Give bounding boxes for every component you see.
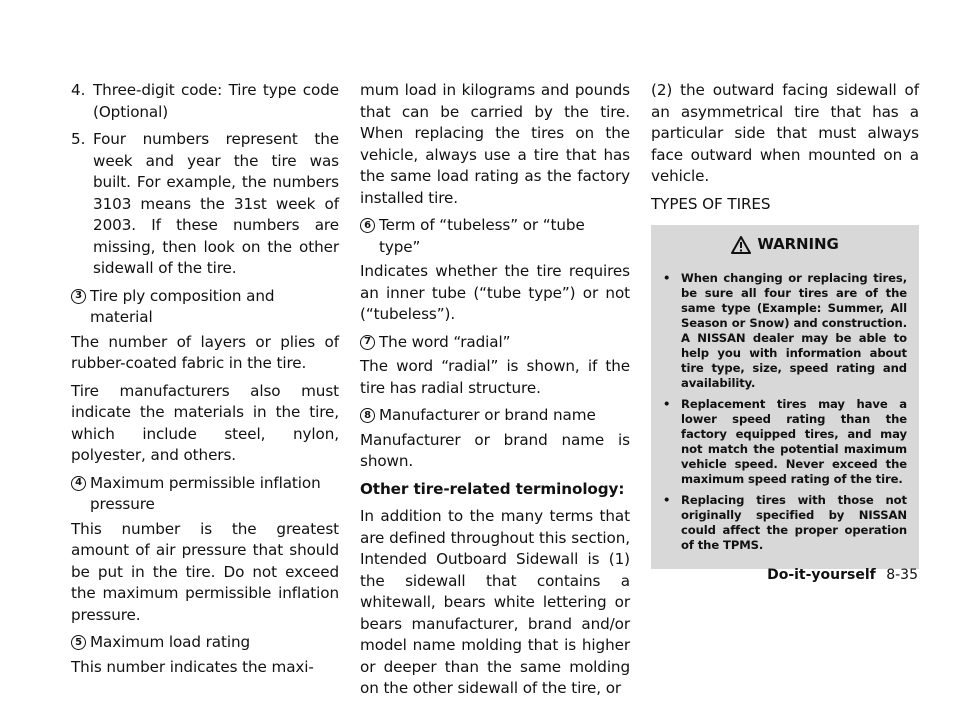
list-item-5 bbox=[71, 129, 339, 280]
page-footer bbox=[767, 567, 918, 583]
paragraph: This number indicates the maxi- bbox=[71, 657, 314, 676]
paragraph: In addition to the many terms that are defined throughout this section, Intended Outboard Sidewall is (1) the sidewall that contains a whitewall, bears white lettering or bears manufacturer, brand and/or model name molding that is higher or deeper than the same molding on the other sidewall of the tire, or bbox=[360, 507, 630, 697]
list-text: Three-digit code: Tire type code (Optional) bbox=[93, 81, 339, 121]
circled-number-icon: 7 bbox=[360, 335, 375, 350]
footer-section: Do-it-yourself bbox=[767, 567, 876, 583]
warning-text: When changing or replacing tires, be sure all four tires are of the same type (Example: Summer, All Season or Snow) and construction. A NISSAN dealer may be able to help you with information about tire type, size, speed rating and availability. bbox=[681, 271, 907, 390]
paragraph: This number is the greatest amount of air pressure that should be put in the tire. Do not exceed the maximum permissible inflation pressure. bbox=[71, 519, 339, 624]
marker-heading-4 bbox=[71, 473, 339, 516]
warning-box bbox=[651, 225, 919, 569]
paragraph: Tire manufacturers also must indicate the materials in the tire, which include steel, nylon, polyester, and others. bbox=[71, 381, 339, 464]
section-heading: TYPES OF TIRES bbox=[651, 194, 771, 213]
circled-number-icon: 5 bbox=[71, 635, 86, 650]
paragraph: Indicates whether the tire requires an inner tube (“tube type”) or not (“tubeless”). bbox=[360, 262, 630, 323]
warning-bullet bbox=[663, 493, 907, 553]
warning-triangle-icon bbox=[731, 236, 751, 254]
marker-heading-6 bbox=[360, 215, 630, 258]
list-number: 5. bbox=[71, 130, 86, 148]
paragraph: The word “radial” is shown, if the tire has radial structure. bbox=[360, 357, 630, 397]
warning-bullet bbox=[663, 397, 907, 487]
paragraph: Manufacturer or brand name is shown. bbox=[360, 430, 630, 470]
warning-text: Replacement tires may have a lower speed rating than the factory equipped tires, and may not match the potential maximum vehicle speed. Never exceed the maximum speed rating of the tire. bbox=[681, 397, 907, 486]
marker-heading-5 bbox=[71, 632, 339, 654]
bullet-icon: • bbox=[663, 493, 671, 507]
circled-number-icon: 6 bbox=[360, 218, 375, 233]
page-number: 8-35 bbox=[886, 567, 918, 583]
paragraph: The number of layers or plies of rubber-coated fabric in the tire. bbox=[71, 332, 339, 372]
warning-text: Replacing tires with those not originally specified by NISSAN could affect the proper operation of the TPMS. bbox=[681, 493, 907, 552]
column-2 bbox=[360, 80, 630, 706]
circled-number-icon: 8 bbox=[360, 408, 375, 423]
warning-header bbox=[651, 225, 919, 265]
circled-number-icon: 3 bbox=[71, 289, 86, 304]
list-number: 4. bbox=[71, 81, 86, 99]
paragraph: mum load in kilograms and pounds that can be carried by the tire. When replacing the tires on the vehicle, always use a tire that has the same load rating as the factory installed tire. bbox=[360, 81, 630, 207]
bullet-icon: • bbox=[663, 271, 671, 285]
column-3 bbox=[651, 80, 919, 569]
marker-heading-text: Manufacturer or brand name bbox=[379, 406, 596, 424]
section-subheading: Other tire-related terminology: bbox=[360, 479, 625, 498]
marker-heading-text: Maximum permissible inflation pressure bbox=[90, 473, 321, 513]
paragraph: (2) the outward facing sidewall of an asymmetrical tire that has a particular side that must always face outward when mounted on a vehicle. bbox=[651, 81, 919, 185]
warning-title: WARNING bbox=[757, 235, 839, 254]
marker-heading-text: Term of “tubeless” or “tube type” bbox=[379, 216, 585, 256]
list-text: Four numbers represent the week and year the tire was built. For example, the numbers 3103 means the 31st week of 2003. If these numbers are missing, then look on the other sidewall of the tire. bbox=[93, 130, 339, 277]
bullet-icon: • bbox=[663, 397, 671, 411]
marker-heading-text: Maximum load rating bbox=[90, 633, 251, 651]
column-1 bbox=[71, 80, 339, 684]
list-item-4 bbox=[71, 80, 339, 123]
marker-heading-text: Tire ply composition and material bbox=[90, 286, 275, 326]
marker-heading-text: The word “radial” bbox=[379, 332, 511, 351]
warning-bullet bbox=[663, 271, 907, 391]
circled-number-icon: 4 bbox=[71, 476, 86, 491]
marker-heading-3 bbox=[71, 286, 339, 329]
marker-heading-8 bbox=[360, 405, 630, 427]
marker-heading-7 bbox=[360, 332, 630, 354]
